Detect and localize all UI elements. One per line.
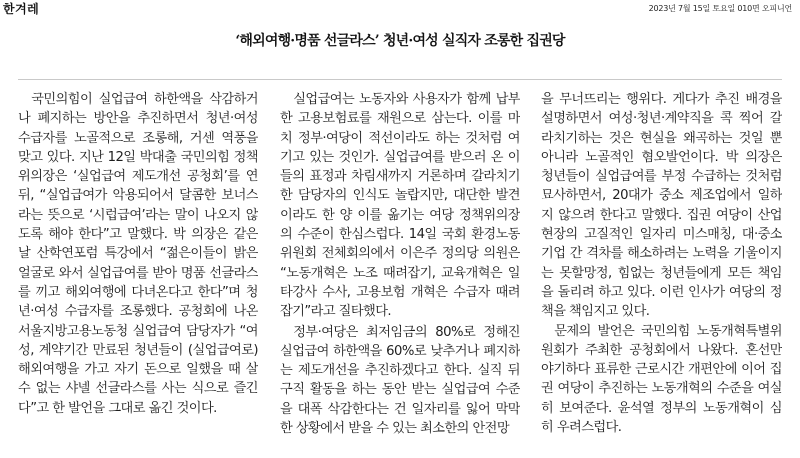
page-header: [0, 0, 800, 16]
headline-divider: [18, 79, 782, 80]
article-paragraph: 국민의힘이 실업급여 하한액을 삭감하거나 폐지하는 방안을 추진하면서 청년·여성 수급자를 노골적으로 조롱해, 거센 역풍을 맞고 있다. 지난 12일 박대출 국민의힘 정책위의장은 ‘실업급여 제도개선 공청회’를 연 뒤, “실업급여가 악용되어서 달콤한 보너스라는 뜻으로 ‘시럽급여’라는 말이 나오지 않도록 해야 한다”고 말했다. 박 의장은 같은 날 산학연포럼 특강에서 “젊은이들이 밝은 얼굴로 와서 실업급여를 받아 명품 선글라스를 끼고 해외여행에 다녀온다고 한다”며 청년·여성 수급자를 조롱했다. 공청회에 나온 서울지방고용노동청 실업급여 담당자가 “여성, 계약기간 만료된 청년들이 (실업급여로) 해외여행을 가고 자기 돈으로 일했을 때 살 수 없는 샤넬 선글라스를 사는 식으로 즐긴다”고 한 발언을 그대로 옮긴 것이다.: [18, 92, 258, 416]
editorial-headline: ‘해외여행·명품 선글라스’ 청년·여성 실직자 조롱한 집권당: [235, 33, 565, 49]
newspaper-logo: 한겨레: [3, 1, 40, 16]
article-paragraph: 을 무너뜨리는 행위다. 게다가 추진 배경을 설명하면서 여성·청년·계약직을 콕 찍어 갈라치기하는 것은 현실을 왜곡하는 것일 뿐 아니라 노골적인 혐오발언이다. 박 의장은 청년들이 실업급여를 부정 수급하는 것처럼 묘사하면서, 20대가 중소 제조업에서 일하지 않으려 한다고 말했다. 집권 여당이 산업현장의 고질적인 일자리 미스매칭, 대·중소기업 간 격차를 해소하려는 노력을 기울이지는 못할망정, 힘없는 청년들에게 모든 책임을 돌리려 하고 있다. 이런 인사가 여당의 정책을 책임지고 있다.: [541, 92, 782, 320]
issue-dateline: 2023년 7월 15일 토요일 010면 오피니언: [648, 3, 792, 13]
article-column-1: [18, 90, 258, 456]
article-paragraph: 실업급여는 노동자와 사용자가 함께 납부한 고용보험료를 재원으로 삼는다. 이를 마치 정부·여당이 적선이라도 하는 것처럼 여기고 있는 것인가. 실업급여를 받으러 온 이들의 표정과 차림새까지 거론하며 갈라치기한 담당자의 인식도 놀랍지만, 대단한 발견이라도 한 양 이를 옮기는 여당 정책위의장의 수준이 한심스럽다. 14일 국회 환경노동위원회 전체회의에서 이은주 정의당 의원은 “노동개혁은 노조 때려잡기, 교육개혁은 일타강사 수사, 고용보험 개혁은 수급자 때려잡기”라고 질타했다.: [280, 92, 520, 320]
article-paragraph: 정부·여당은 최저임금의 80%로 정해진 실업급여 하한액을 60%로 낮추거나 폐지하는 제도개선을 추진하겠다고 한다. 실직 뒤 구직 활동을 하는 동안 받는 실업급여 수준을 대폭 삭감한다는 건 일자리를 잃어 막막한 상황에서 받을 수 있는 최소한의 안전망: [280, 324, 520, 437]
article-column-3: [541, 90, 782, 456]
article-column-2: [280, 90, 520, 456]
article-paragraph: 문제의 발언은 국민의힘 노동개혁특별위원회가 주최한 공청회에서 나왔다. 혼선만 야기하다 표류한 근로시간 개편안에 이어 집권 여당이 추진하는 노동개혁의 수준을 여실히 보여준다. 윤석열 정부의 노동개혁이 심히 우려스럽다.: [541, 323, 782, 436]
